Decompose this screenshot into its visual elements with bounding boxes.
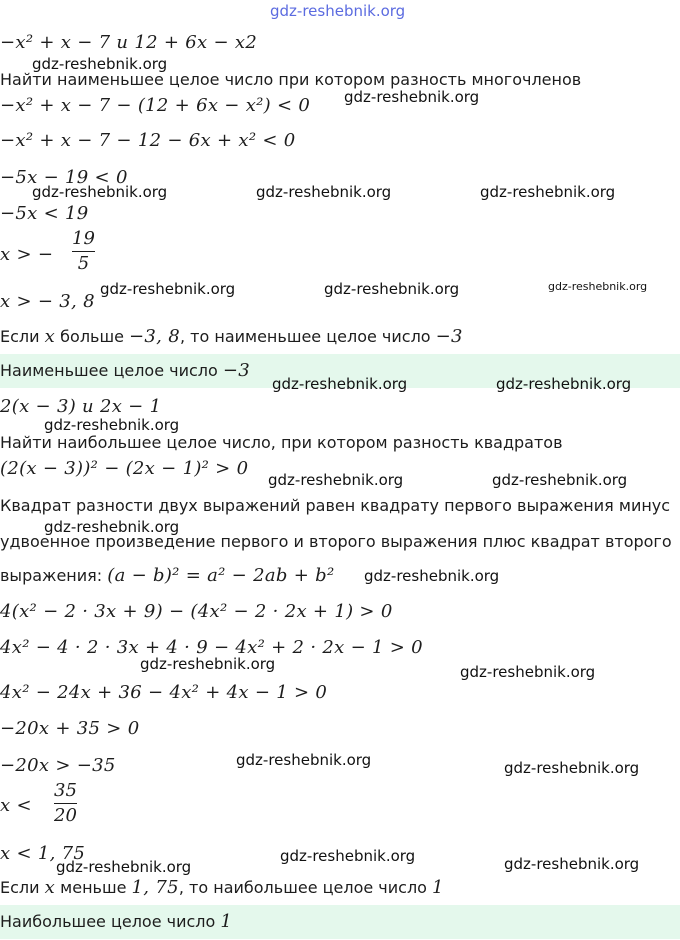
watermark: gdz-reshebnik.org [32,183,168,201]
inequality-line-14: x < 1, 75 [0,843,86,864]
inequality-line-11: −20x + 35 > 0 [0,718,140,739]
expression-line-1: −x² + x − 7 и 12 + 6x − x2 [0,32,258,53]
watermark: gdz-reshebnik.org [280,847,416,865]
watermark: gdz-reshebnik.org [272,375,408,393]
answer-box-2: Наибольшее целое число 1 [0,905,680,939]
inequality-line-4: −5x < 19 [0,203,89,224]
watermark: gdz-reshebnik.org [32,55,168,73]
inequality-line-2: −x² + x − 7 − 12 − 6x + x² < 0 [0,130,296,151]
fraction-19-5: 19 5 [72,228,95,274]
inequality-line-3: −5x − 19 < 0 [0,167,128,188]
inequality-line-10: 4x² − 24x + 36 − 4x² + 4x − 1 > 0 [0,682,328,703]
watermark: gdz-reshebnik.org [100,280,236,298]
inequality-line-13: x < [0,795,32,816]
inequality-line-6: x > − 3, 8 [0,291,95,312]
inequality-line-12: −20x > −35 [0,755,116,776]
inequality-line-8: 4(x² − 2 · 3x + 9) − (4x² − 2 · 2x + 1) > 0 [0,601,393,622]
inequality-line-9: 4x² − 4 · 2 · 3x + 4 · 9 − 4x² + 2 · 2x − 1 > 0 [0,637,423,658]
conclusion-line-1: Если x больше −3, 8, то наименьшее целое число −3 [0,326,463,347]
watermark: gdz-reshebnik.org [324,280,460,298]
watermark: gdz-reshebnik.org [44,518,180,536]
answer-box-1: Наименьшее целое число −3 [0,354,680,388]
watermark: gdz-reshebnik.org [496,375,632,393]
formula-line: выражения: (a − b)² = a² − 2ab + b² [0,565,335,586]
formula-text-2: удвоенное произведение первого и второго выражения плюс квадрат второго [0,532,672,551]
watermark: gdz-reshebnik.org [504,759,640,777]
watermark: gdz-reshebnik.org [44,416,180,434]
watermark-top: gdz-reshebnik.org [270,2,406,20]
watermark: gdz-reshebnik.org [548,280,648,293]
watermark: gdz-reshebnik.org [344,88,480,106]
conclusion-line-2: Если x меньше 1, 75, то наибольшее целое число 1 [0,877,444,898]
watermark: gdz-reshebnik.org [56,858,192,876]
watermark: gdz-reshebnik.org [268,471,404,489]
formula-text-1: Квадрат разности двух выражений равен квадрату первого выражения минус [0,496,671,515]
watermark: gdz-reshebnik.org [256,183,392,201]
watermark: gdz-reshebnik.org [460,663,596,681]
inequality-line-1: −x² + x − 7 − (12 + 6x − x²) < 0 [0,95,311,116]
watermark: gdz-reshebnik.org [364,567,500,585]
task-text-2: Найти наибольшее целое число, при котором разность квадратов [0,433,563,452]
fraction-35-20: 35 20 [54,780,77,826]
watermark: gdz-reshebnik.org [236,751,372,769]
watermark: gdz-reshebnik.org [492,471,628,489]
watermark: gdz-reshebnik.org [140,655,276,673]
task-text-1: Найти наименьшее целое число при котором разность многочленов [0,70,582,89]
inequality-line-5: x > − [0,244,54,265]
watermark: gdz-reshebnik.org [480,183,616,201]
watermark: gdz-reshebnik.org [504,855,640,873]
expression-line-2: 2(x − 3) и 2x − 1 [0,396,162,417]
inequality-line-7: (2(x − 3))² − (2x − 1)² > 0 [0,458,249,479]
